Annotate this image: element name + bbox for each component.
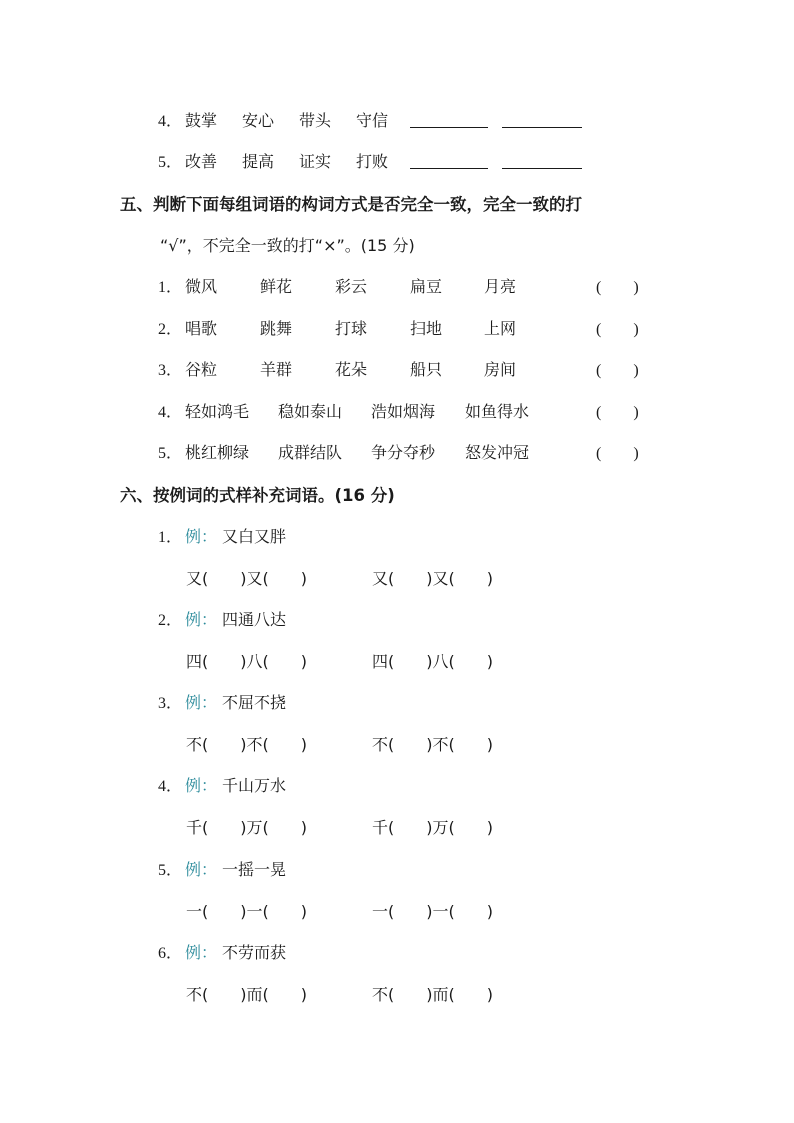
example-word: 不劳而获: [222, 943, 287, 962]
example-label: 例：: [185, 610, 218, 629]
fill-pattern[interactable]: 四( )八( ): [186, 652, 307, 671]
answer-blank[interactable]: [502, 168, 582, 169]
word: 扁豆: [410, 277, 443, 296]
fill-pattern[interactable]: 一( )一( ): [186, 902, 307, 921]
example-label: 例：: [185, 527, 218, 546]
fill-pattern[interactable]: 四( )八( ): [372, 652, 493, 671]
item-number: 3．: [158, 695, 183, 712]
word: 带头: [299, 111, 332, 130]
answer-blank[interactable]: [410, 127, 488, 128]
word: 月亮: [484, 277, 517, 296]
example-word: 又白又胖: [222, 527, 287, 546]
word: 浩如烟海: [371, 402, 436, 421]
word: 如鱼得水: [465, 402, 530, 421]
section-heading: 五、判断下面每组词语的构词方式是否完全一致，完全一致的打: [120, 195, 582, 214]
example-label: 例：: [185, 943, 218, 962]
word: 桃红柳绿: [185, 443, 250, 462]
word: 扫地: [410, 319, 443, 338]
word: 谷粒: [185, 360, 218, 379]
example-label: 例：: [185, 860, 218, 879]
word: 打球: [335, 319, 368, 338]
answer-blank[interactable]: [502, 127, 582, 128]
item-number: 6．: [158, 945, 183, 962]
word: 争分夺秒: [371, 443, 436, 462]
item-number: 4．: [158, 113, 183, 130]
example-word: 千山万水: [222, 776, 287, 795]
word: 守信: [356, 111, 389, 130]
fill-pattern[interactable]: 千( )万( ): [186, 818, 307, 837]
answer-blank[interactable]: [410, 168, 488, 169]
example-word: 四通八达: [222, 610, 287, 629]
answer-paren[interactable]: ( ): [596, 362, 639, 379]
example-label: 例：: [185, 693, 218, 712]
fill-pattern[interactable]: 又( )又( ): [186, 569, 307, 588]
answer-paren[interactable]: ( ): [596, 445, 639, 462]
word: 彩云: [335, 277, 368, 296]
word: 微风: [185, 277, 218, 296]
example-word: 不屈不挠: [222, 693, 287, 712]
section-heading: 六、按例词的式样补充词语。(16 分): [120, 486, 395, 505]
word: 上网: [484, 319, 517, 338]
word: 船只: [410, 360, 443, 379]
word: 唱歌: [185, 319, 218, 338]
answer-paren[interactable]: ( ): [596, 321, 639, 338]
item-number: 4．: [158, 404, 183, 421]
item-number: 5．: [158, 862, 183, 879]
item-number: 2．: [158, 321, 183, 338]
answer-paren[interactable]: ( ): [596, 404, 639, 421]
fill-pattern[interactable]: 不( )不( ): [372, 735, 493, 754]
word: 改善: [185, 152, 218, 171]
example-label: 例：: [185, 776, 218, 795]
example-word: 一摇一晃: [222, 860, 287, 879]
word: 成群结队: [278, 443, 343, 462]
answer-paren[interactable]: ( ): [596, 279, 639, 296]
item-number: 5．: [158, 154, 183, 171]
item-number: 1．: [158, 279, 183, 296]
word: 花朵: [335, 360, 368, 379]
word: 打败: [356, 152, 389, 171]
item-number: 5．: [158, 445, 183, 462]
word: 提高: [242, 152, 275, 171]
item-number: 4．: [158, 778, 183, 795]
fill-pattern[interactable]: 千( )万( ): [372, 818, 493, 837]
fill-pattern[interactable]: 又( )又( ): [372, 569, 493, 588]
word: 鲜花: [260, 277, 293, 296]
word: 轻如鸿毛: [185, 402, 250, 421]
item-number: 2．: [158, 612, 183, 629]
word: 证实: [299, 152, 332, 171]
word: 稳如泰山: [278, 402, 343, 421]
item-number: 1．: [158, 529, 183, 546]
section-heading-cont: “√”，不完全一致的打“×”。(15 分): [160, 236, 415, 255]
fill-pattern[interactable]: 不( )而( ): [372, 985, 493, 1004]
word: 怒发冲冠: [465, 443, 530, 462]
word: 羊群: [260, 360, 293, 379]
fill-pattern[interactable]: 不( )而( ): [186, 985, 307, 1004]
word: 跳舞: [260, 319, 293, 338]
word: 安心: [242, 111, 275, 130]
word: 房间: [484, 360, 517, 379]
item-number: 3．: [158, 362, 183, 379]
fill-pattern[interactable]: 一( )一( ): [372, 902, 493, 921]
word: 鼓掌: [185, 111, 218, 130]
fill-pattern[interactable]: 不( )不( ): [186, 735, 307, 754]
